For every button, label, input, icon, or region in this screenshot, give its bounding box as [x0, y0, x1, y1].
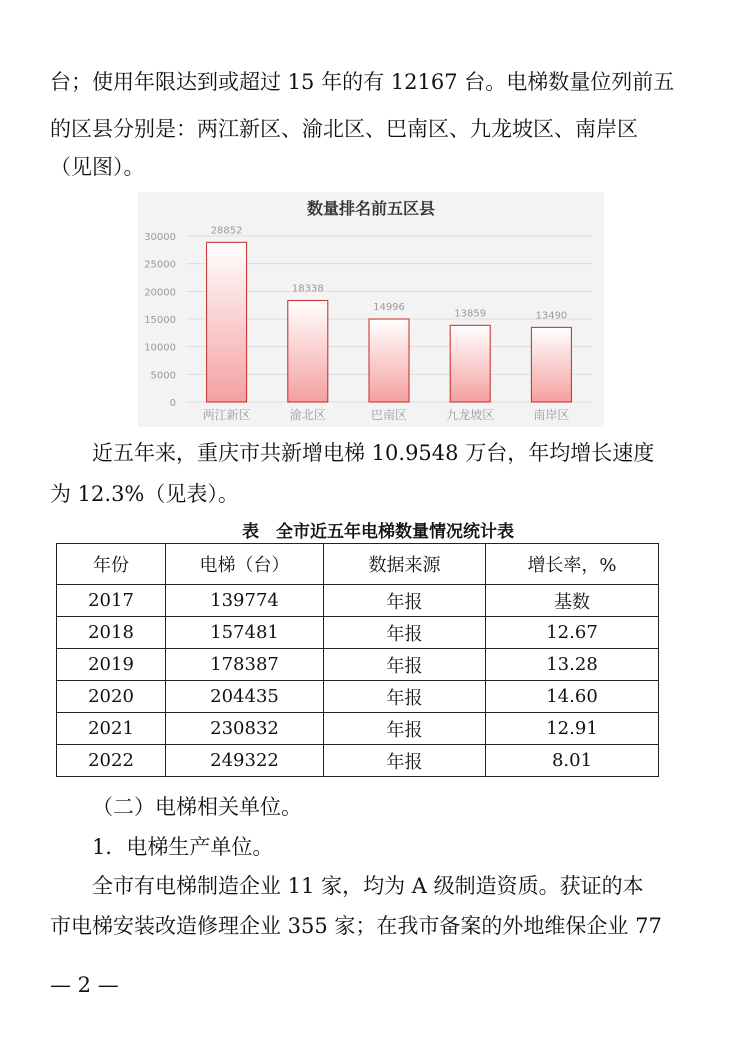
cell-year: 2019	[57, 649, 166, 681]
cell-source: 年报	[324, 585, 486, 617]
elevator-stats-table	[56, 543, 659, 777]
paragraph-line: 台；使用年限达到或超过 15 年的有 12167 台。电梯数量位列前五	[50, 70, 675, 94]
cell-growth: 12.67	[486, 617, 659, 649]
y-tick-label: 5000	[150, 370, 176, 382]
cell-year: 2020	[57, 681, 166, 713]
bar	[450, 325, 490, 402]
table-row	[57, 617, 659, 649]
table-caption: 表 全市近五年电梯数量情况统计表	[242, 522, 514, 542]
cell-growth: 基数	[486, 585, 659, 617]
bar-chart-svg	[138, 192, 604, 427]
x-tick-label: 九龙坡区	[446, 408, 495, 422]
x-tick-label: 两江新区	[202, 408, 251, 422]
bar	[207, 242, 247, 402]
data-label: 28852	[210, 225, 243, 237]
cell-growth: 14.60	[486, 681, 659, 713]
header-growth-rate: 增长率，%	[486, 544, 659, 585]
bar	[531, 327, 571, 402]
table-row	[57, 585, 659, 617]
y-tick-label: 10000	[144, 342, 176, 354]
cell-year: 2022	[57, 745, 166, 777]
cell-count: 157481	[166, 617, 324, 649]
data-label: 14996	[373, 302, 405, 314]
cell-source: 年报	[324, 745, 486, 777]
y-tick-label: 25000	[144, 259, 176, 271]
y-tick-label: 0	[169, 398, 176, 409]
data-label: 13859	[454, 308, 487, 320]
cell-growth: 12.91	[486, 713, 659, 745]
table-row	[57, 681, 659, 713]
y-tick-label: 30000	[144, 232, 176, 243]
cell-year: 2018	[57, 617, 166, 649]
paragraph-line: 为 12.3%（见表）。	[50, 482, 239, 506]
cell-count: 249322	[166, 745, 324, 777]
sub-heading: 1．电梯生产单位。	[92, 835, 274, 859]
cell-source: 年报	[324, 681, 486, 713]
data-label: 18338	[291, 283, 324, 295]
data-label: 13490	[535, 310, 568, 322]
cell-growth: 13.28	[486, 649, 659, 681]
x-tick-label: 巴南区	[370, 408, 408, 422]
cell-source: 年报	[324, 713, 486, 745]
x-tick-label: 南岸区	[533, 408, 570, 422]
bar	[288, 301, 328, 402]
table-row	[57, 649, 659, 681]
cell-growth: 8.01	[486, 745, 659, 777]
cell-count: 230832	[166, 713, 324, 745]
page-number: — 2 —	[50, 973, 119, 997]
paragraph-line: 全市有电梯制造企业 11 家，均为 A 级制造资质。获证的本	[92, 874, 644, 898]
paragraph-line: 的区县分别是：两江新区、渝北区、巴南区、九龙坡区、南岸区	[50, 117, 638, 141]
header-data-source: 数据来源	[324, 544, 486, 585]
y-tick-label: 20000	[144, 287, 176, 299]
header-year: 年份	[57, 544, 166, 585]
cell-year: 2021	[57, 713, 166, 745]
section-heading: （二）电梯相关单位。	[92, 795, 302, 819]
cell-year: 2017	[57, 585, 166, 617]
cell-count: 139774	[166, 585, 324, 617]
cell-source: 年报	[324, 617, 486, 649]
table-row	[57, 713, 659, 745]
cell-source: 年报	[324, 649, 486, 681]
cell-count: 204435	[166, 681, 324, 713]
cell-count: 178387	[166, 649, 324, 681]
header-elevator-count: 电梯（台）	[166, 544, 324, 585]
bar-chart	[138, 192, 604, 427]
table-header-row	[57, 544, 659, 585]
paragraph-line: 近五年来，重庆市共新增电梯 10.9548 万台，年均增长速度	[92, 441, 655, 465]
y-tick-label: 15000	[144, 315, 176, 326]
x-tick-label: 渝北区	[289, 408, 326, 422]
paragraph-line: （见图）。	[50, 155, 145, 179]
table-row	[57, 745, 659, 777]
paragraph-line: 市电梯安装改造修理企业 355 家；在我市备案的外地维保企业 77	[50, 914, 662, 938]
bar	[369, 319, 409, 402]
chart-title: 数量排名前五区县	[306, 199, 436, 218]
